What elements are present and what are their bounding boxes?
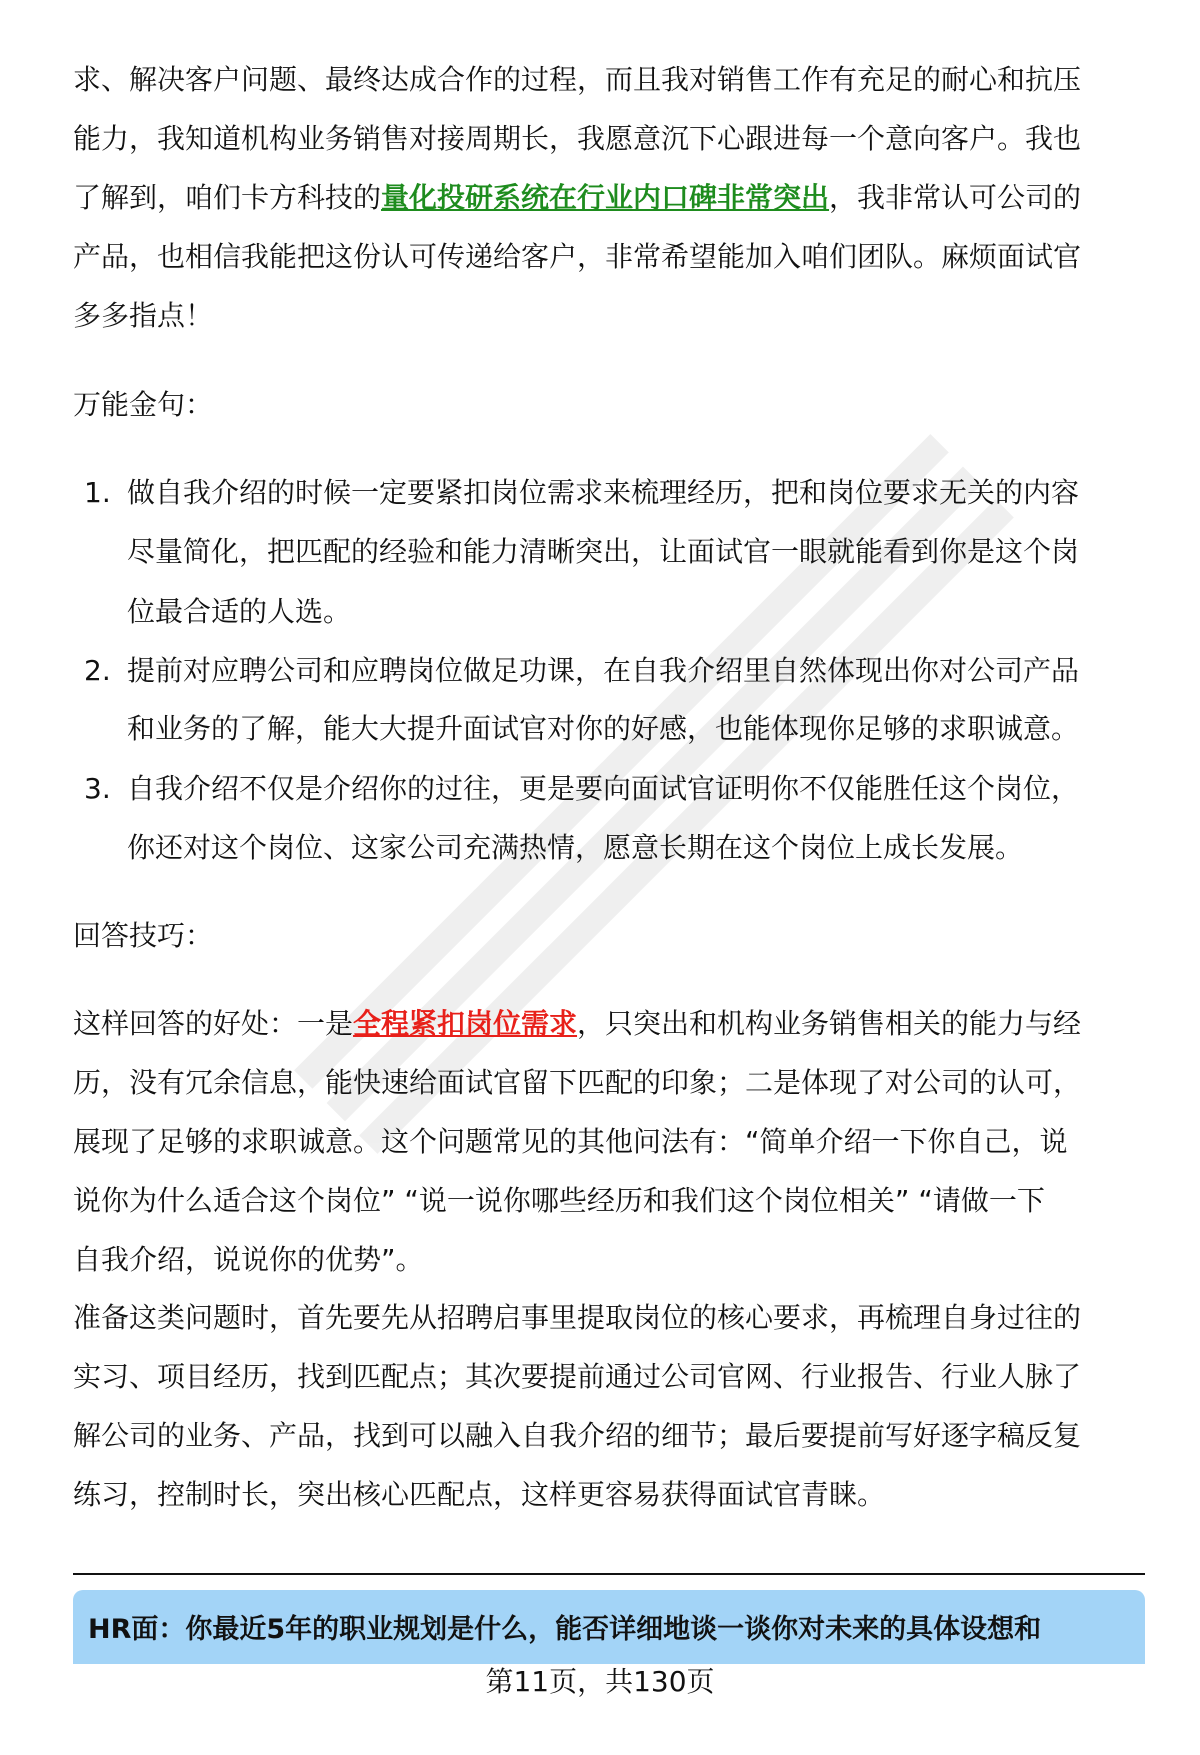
next-question-title: HR面：你最近5年的职业规划是什么，能否详细地谈一谈你对未来的具体设想和: [88, 1614, 1042, 1645]
list-item-line: 位最合适的人选。: [127, 595, 352, 628]
text: ，我非常认可公司的: [829, 181, 1082, 214]
body-text-line: 历，没有冗余信息，能快速给面试官留下匹配的印象；二是体现了对公司的认可，: [73, 1066, 1082, 1099]
body-text-line: 能力，我知道机构业务销售对接周期长，我愿意沉下心跟进每一个意向客户。我也: [73, 122, 1082, 155]
body-text-line: 多多指点！: [73, 299, 214, 332]
body-text-line: 实习、项目经历，找到匹配点；其次要提前通过公司官网、行业报告、行业人脉了: [73, 1360, 1082, 1393]
text: ，只突出和机构业务销售相关的能力与经: [577, 1007, 1082, 1040]
green-highlight: 量化投研系统在行业内口碑非常突出: [381, 181, 830, 214]
divider: [73, 1573, 1145, 1575]
section-heading: 万能金句：: [73, 388, 214, 421]
body-text-line: 说你为什么适合这个岗位” “说一说你哪些经历和我们这个岗位相关” “请做一下: [73, 1184, 1045, 1217]
list-item-line: 和业务的了解，能大大提升面试官对你的好感，也能体现你足够的求职诚意。: [127, 712, 1080, 745]
list-number: 1.: [84, 476, 111, 509]
list-item-line: 做自我介绍的时候一定要紧扣岗位需求来梳理经历，把和岗位要求无关的内容: [127, 476, 1080, 509]
body-text-line: 准备这类问题时，首先要先从招聘启事里提取岗位的核心要求，再梳理自身过往的: [73, 1301, 1082, 1334]
text: 这样回答的好处：一是: [73, 1007, 354, 1040]
text: 了解到，咱们卡方科技的: [73, 181, 382, 214]
body-text-line: 自我介绍，说说你的优势”。: [73, 1243, 424, 1276]
body-text-line: 产品，也相信我能把这份认可传递给客户，非常希望能加入咱们团队。麻烦面试官: [73, 240, 1082, 273]
list-number: 2.: [84, 654, 111, 687]
body-text-line: [73, 1004, 1081, 1044]
list-item-line: 你还对这个岗位、这家公司充满热情，愿意长期在这个岗位上成长发展。: [127, 831, 1024, 864]
list-item-line: 尽量简化，把匹配的经验和能力清晰突出，让面试官一眼就能看到你是这个岗: [127, 535, 1080, 568]
body-text-line: 展现了足够的求职诚意。这个问题常见的其他问法有：“简单介绍一下你自己，说: [73, 1125, 1068, 1158]
body-text-line: 求、解决客户问题、最终达成合作的过程，而且我对销售工作有充足的耐心和抗压: [73, 63, 1082, 96]
list-item-line: 自我介绍不仅是介绍你的过往，更是要向面试官证明你不仅能胜任这个岗位，: [127, 772, 1080, 805]
section-heading: 回答技巧：: [73, 919, 214, 952]
body-text-line: 练习，控制时长，突出核心匹配点，这样更容易获得面试官青睐。: [73, 1478, 886, 1511]
red-highlight: 全程紧扣岗位需求: [353, 1007, 578, 1040]
body-text-line: 解公司的业务、产品，找到可以融入自我介绍的细节；最后要提前写好逐字稿反复: [73, 1419, 1082, 1452]
list-item-line: 提前对应聘公司和应聘岗位做足功课，在自我介绍里自然体现出你对公司产品: [127, 654, 1080, 687]
list-number: 3.: [84, 772, 111, 805]
body-text-line: [73, 178, 1081, 218]
page-number: 第11页，共130页: [485, 1665, 715, 1698]
